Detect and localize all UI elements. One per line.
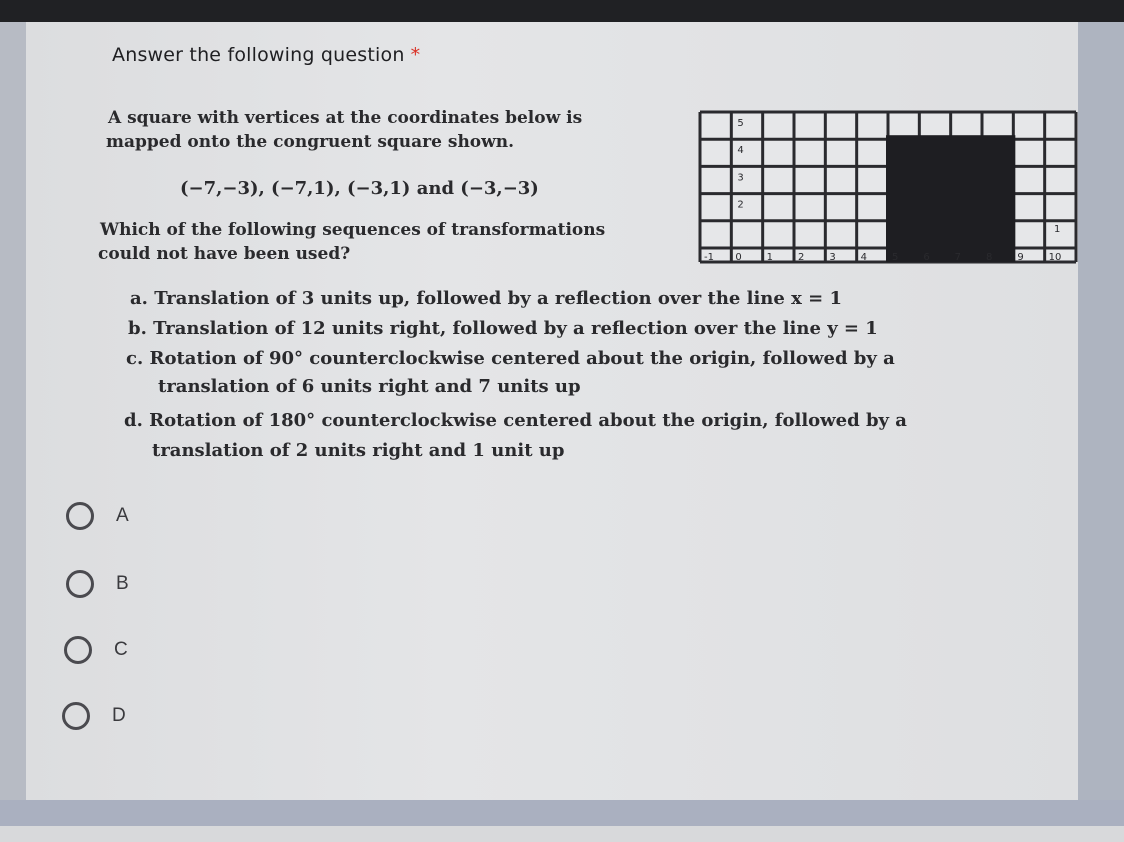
option-c-continuation: translation of 6 units right and 7 units up <box>158 376 581 397</box>
option-b-letter: b. <box>128 318 147 339</box>
shaded-square <box>886 135 1015 262</box>
screen-top-bezel <box>0 0 1124 22</box>
option-d-continuation: translation of 2 units right and 1 unit up <box>152 440 565 461</box>
corner-label: 1 <box>1054 224 1061 235</box>
option-c-line <box>126 348 895 369</box>
question-title <box>112 44 420 66</box>
answer-label-c: C <box>114 639 128 660</box>
x-tick-label: 1 <box>766 252 774 263</box>
option-a-line <box>130 288 842 309</box>
problem-line-2: mapped onto the congruent square shown. <box>106 132 515 152</box>
bottom-band <box>0 800 1124 826</box>
problem-line-3: Which of the following sequences of transformations <box>100 220 606 240</box>
y-tick-label: 4 <box>737 145 744 157</box>
x-tick-label: 9 <box>1017 252 1024 263</box>
problem-line-1: A square with vertices at the coordinates below is <box>108 108 583 128</box>
option-c-letter: c. <box>126 348 144 369</box>
option-d-letter: d. <box>124 410 143 431</box>
radio-button-b[interactable] <box>66 570 94 598</box>
required-asterisk: * <box>410 44 421 66</box>
option-d-text: Rotation of 180° counterclockwise centered about the origin, followed by a <box>149 410 907 431</box>
option-a-text: Translation of 3 units up, followed by a reflection over the line x = 1 <box>154 288 842 309</box>
option-d-line <box>124 410 907 431</box>
answer-label-d: D <box>112 705 126 726</box>
answer-label-a: A <box>116 505 129 526</box>
option-a-letter: a. <box>130 288 148 309</box>
x-tick-label: 8 <box>986 252 993 263</box>
coordinate-grid-figure <box>698 108 1078 266</box>
y-tick-label: 5 <box>737 118 744 129</box>
x-tick-label: 0 <box>735 252 742 263</box>
x-tick-label: 10 <box>1048 252 1062 263</box>
answer-option-c[interactable] <box>64 636 128 664</box>
x-tick-label: 3 <box>829 252 836 263</box>
bottom-strip <box>0 826 1124 842</box>
coordinate-list: (−7,−3), (−7,1), (−3,1) and (−3,−3) <box>180 178 539 199</box>
radio-button-c[interactable] <box>64 636 92 664</box>
x-tick-label: 6 <box>923 252 930 263</box>
x-tick-label: 7 <box>954 252 962 263</box>
question-title-text: Answer the following question <box>112 44 405 66</box>
option-c-text: Rotation of 90° counterclockwise centered about the origin, followed by a <box>149 348 895 369</box>
x-tick-label: 2 <box>798 252 805 263</box>
left-gutter <box>0 22 26 802</box>
radio-button-d[interactable] <box>62 702 90 730</box>
radio-button-a[interactable] <box>66 502 94 530</box>
y-tick-label: 3 <box>737 172 744 184</box>
x-tick-label: -1 <box>704 252 714 263</box>
answer-option-a[interactable] <box>66 502 129 530</box>
question-card <box>26 22 1078 800</box>
problem-line-4: could not have been used? <box>98 244 351 264</box>
answer-label-b: B <box>116 573 129 594</box>
option-b-text: Translation of 12 units right, followed by a reflection over the line y = 1 <box>153 318 878 339</box>
x-tick-label: 5 <box>892 252 899 263</box>
y-tick-label: 2 <box>737 199 744 211</box>
option-b-line <box>128 318 878 339</box>
answer-option-d[interactable] <box>62 702 126 730</box>
answer-option-b[interactable] <box>66 570 129 598</box>
right-gutter <box>1078 22 1124 802</box>
x-tick-label: 4 <box>860 252 868 263</box>
